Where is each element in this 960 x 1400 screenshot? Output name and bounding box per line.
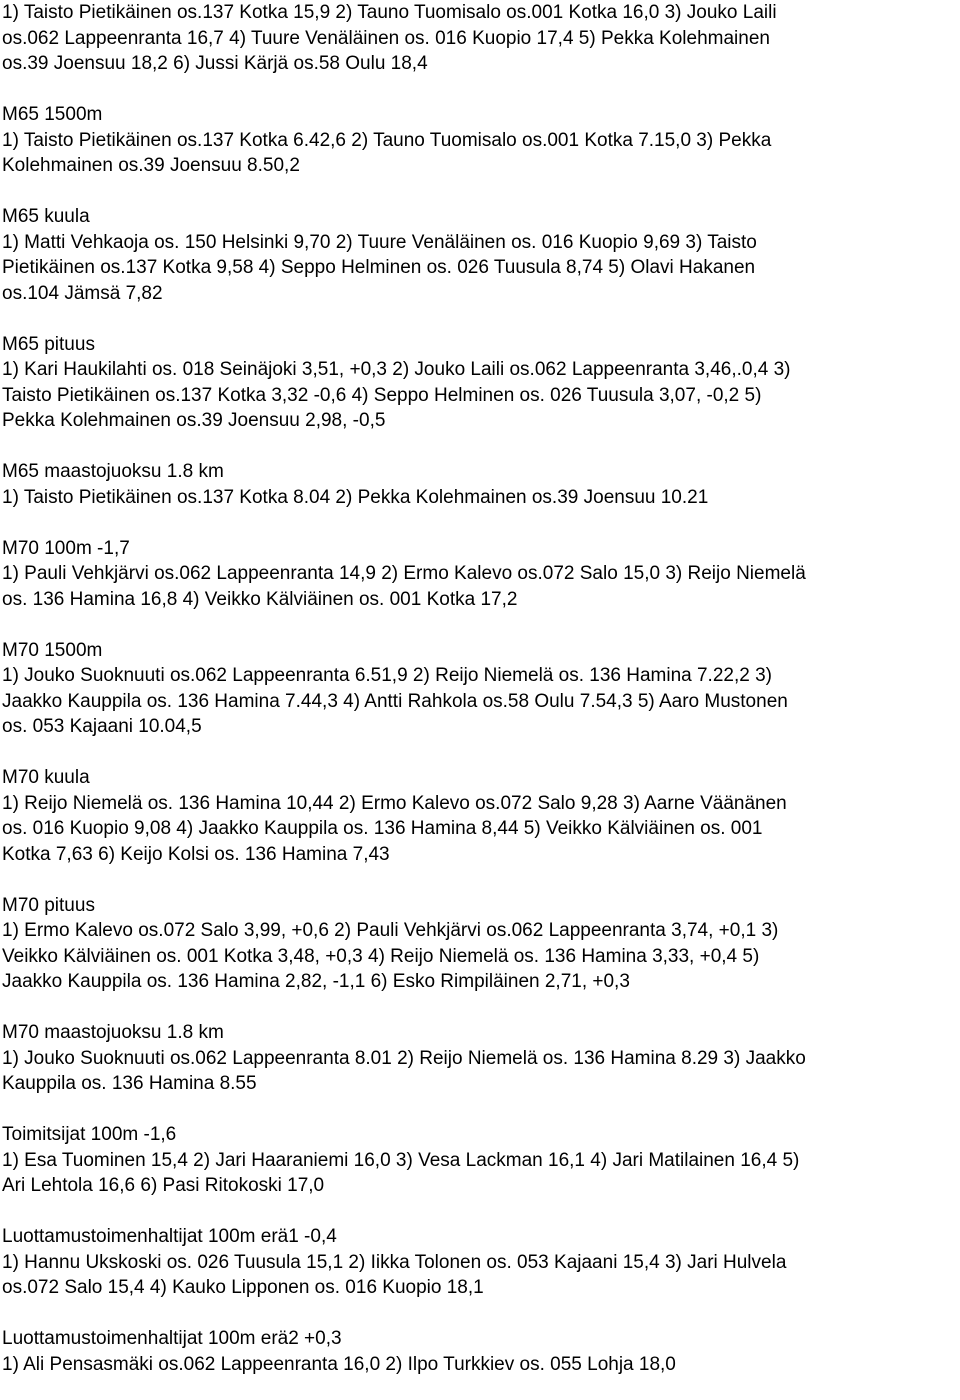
section-heading: M65 1500m <box>2 104 103 125</box>
text-line: os.062 Lappeenranta 16,7 4) Tuure Venäläinen os. 016 Kuopio 17,4 5) Pekka Kolehmainen <box>2 27 770 49</box>
text-line: Jaakko Kauppila os. 136 Hamina 2,82, -1,1 6) Esko Rimpiläinen 2,71, +0,3 <box>2 971 630 992</box>
section-heading: M70 100m -1,7 <box>2 537 130 559</box>
text-line: os. 016 Kuopio 9,08 4) Jaakko Kauppila os. 136 Hamina 8,44 5) Veikko Kälviäinen os. 001 <box>2 818 763 839</box>
text-line: Veikko Kälviäinen os. 001 Kotka 3,48, +0,3 4) Reijo Niemelä os. 136 Hamina 3,33, +0,4 5) <box>2 945 760 967</box>
section-heading: M65 pituus <box>2 333 95 355</box>
section-heading: Luottamustoimenhaltijat 100m erä2 +0,3 <box>2 1328 342 1349</box>
text-line: 1) Jouko Suoknuuti os.062 Lappeenranta 8.01 2) Reijo Niemelä os. 136 Hamina 8.29 3) Jaakko <box>2 1047 806 1069</box>
text-line: Kolehmainen os.39 Joensuu 8.50,2 <box>2 155 300 176</box>
text-line: 1) Taisto Pietikäinen os.137 Kotka 8.04 2) Pekka Kolehmainen os.39 Joensuu 10.21 <box>2 486 709 508</box>
text-line: 1) Ermo Kalevo os.072 Salo 3,99, +0,6 2) Pauli Vehkjärvi os.062 Lappeenranta 3,74, +0,1 3) <box>2 920 779 941</box>
text-line: Kotka 7,63 6) Keijo Kolsi os. 136 Hamina 7,43 <box>2 843 390 865</box>
section-heading: M70 kuula <box>2 767 90 788</box>
text-line: Pekka Kolehmainen os.39 Joensuu 2,98, -0,5 <box>2 410 386 431</box>
section-heading: Toimitsijat 100m -1,6 <box>2 1124 177 1145</box>
section-heading: M70 pituus <box>2 894 95 916</box>
text-line: 1) Taisto Pietikäinen os.137 Kotka 15,9 2) Tauno Tuomisalo os.001 Kotka 16,0 3) Jouko Laili <box>2 2 777 23</box>
section-heading: M70 maastojuoksu 1.8 km <box>2 1022 224 1043</box>
blank-line <box>2 306 960 332</box>
blank-line <box>2 179 960 205</box>
text-line: 1) Esa Tuominen 15,4 2) Jari Haaraniemi 16,0 3) Vesa Lackman 16,1 4) Jari Matilainen 16,4 5) <box>2 1149 800 1171</box>
text-line: 1) Pauli Vehkjärvi os.062 Lappeenranta 14,9 2) Ermo Kalevo os.072 Salo 15,0 3) Reijo Niemelä <box>2 563 806 584</box>
blank-line <box>2 1097 960 1123</box>
blank-line <box>2 434 960 460</box>
blank-line <box>2 510 960 536</box>
text-line: 1) Jouko Suoknuuti os.062 Lappeenranta 6.51,9 2) Reijo Niemelä os. 136 Hamina 7.22,2 3) <box>2 665 772 686</box>
blank-line <box>2 1301 960 1327</box>
text-line: os. 053 Kajaani 10.04,5 <box>2 716 202 737</box>
blank-line <box>2 740 960 766</box>
text-line: 1) Kari Haukilahti os. 018 Seinäjoki 3,51, +0,3 2) Jouko Laili os.062 Lappeenranta 3,46,.0,4 3) <box>2 359 791 380</box>
text-line: Taisto Pietikäinen os.137 Kotka 3,32 -0,6 4) Seppo Helminen os. 026 Tuusula 3,07, -0,2 5) <box>2 384 762 406</box>
text-line: 1) Reijo Niemelä os. 136 Hamina 10,44 2) Ermo Kalevo os.072 Salo 9,28 3) Aarne Väänänen <box>2 792 787 814</box>
section-heading: M70 1500m <box>2 639 103 661</box>
text-line: Pietikäinen os.137 Kotka 9,58 4) Seppo Helminen os. 026 Tuusula 8,74 5) Olavi Hakanen <box>2 257 756 278</box>
section-heading: M65 maastojuoksu 1.8 km <box>2 461 224 482</box>
text-line: 1) Matti Vehkaoja os. 150 Helsinki 9,70 2) Tuure Venäläinen os. 016 Kuopio 9,69 3) Taisto <box>2 231 757 253</box>
blank-line <box>2 1199 960 1225</box>
text-line: 1) Taisto Pietikäinen os.137 Kotka 6.42,6 2) Tauno Tuomisalo os.001 Kotka 7.15,0 3) Pekka <box>2 129 772 151</box>
section-heading: Luottamustoimenhaltijat 100m erä1 -0,4 <box>2 1226 337 1247</box>
section-heading: M65 kuula <box>2 206 90 227</box>
text-line: Kauppila os. 136 Hamina 8.55 <box>2 1073 257 1094</box>
blank-line <box>2 77 960 103</box>
text-line: os. 136 Hamina 16,8 4) Veikko Kälviäinen os. 001 Kotka 17,2 <box>2 588 518 610</box>
text-line: os.072 Salo 15,4 4) Kauko Lipponen os. 016 Kuopio 18,1 <box>2 1277 484 1298</box>
blank-line <box>2 867 960 893</box>
text-line: os.104 Jämsä 7,82 <box>2 282 163 304</box>
text-line: os.39 Joensuu 18,2 6) Jussi Kärjä os.58 Oulu 18,4 <box>2 53 428 74</box>
blank-line <box>2 612 960 638</box>
text-line: 1) Ali Pensasmäki os.062 Lappeenranta 16,0 2) Ilpo Turkkiev os. 055 Lohja 18,0 <box>2 1353 676 1375</box>
text-line: Ari Lehtola 16,6 6) Pasi Ritokoski 17,0 <box>2 1175 325 1196</box>
text-line: Jaakko Kauppila os. 136 Hamina 7.44,3 4) Antti Rahkola os.58 Oulu 7.54,3 5) Aaro Mustonen <box>2 690 788 712</box>
blank-line <box>2 995 960 1021</box>
text-line: 1) Hannu Ukskoski os. 026 Tuusula 15,1 2) Iikka Tolonen os. 053 Kajaani 15,4 3) Jari Hulvela <box>2 1251 787 1273</box>
